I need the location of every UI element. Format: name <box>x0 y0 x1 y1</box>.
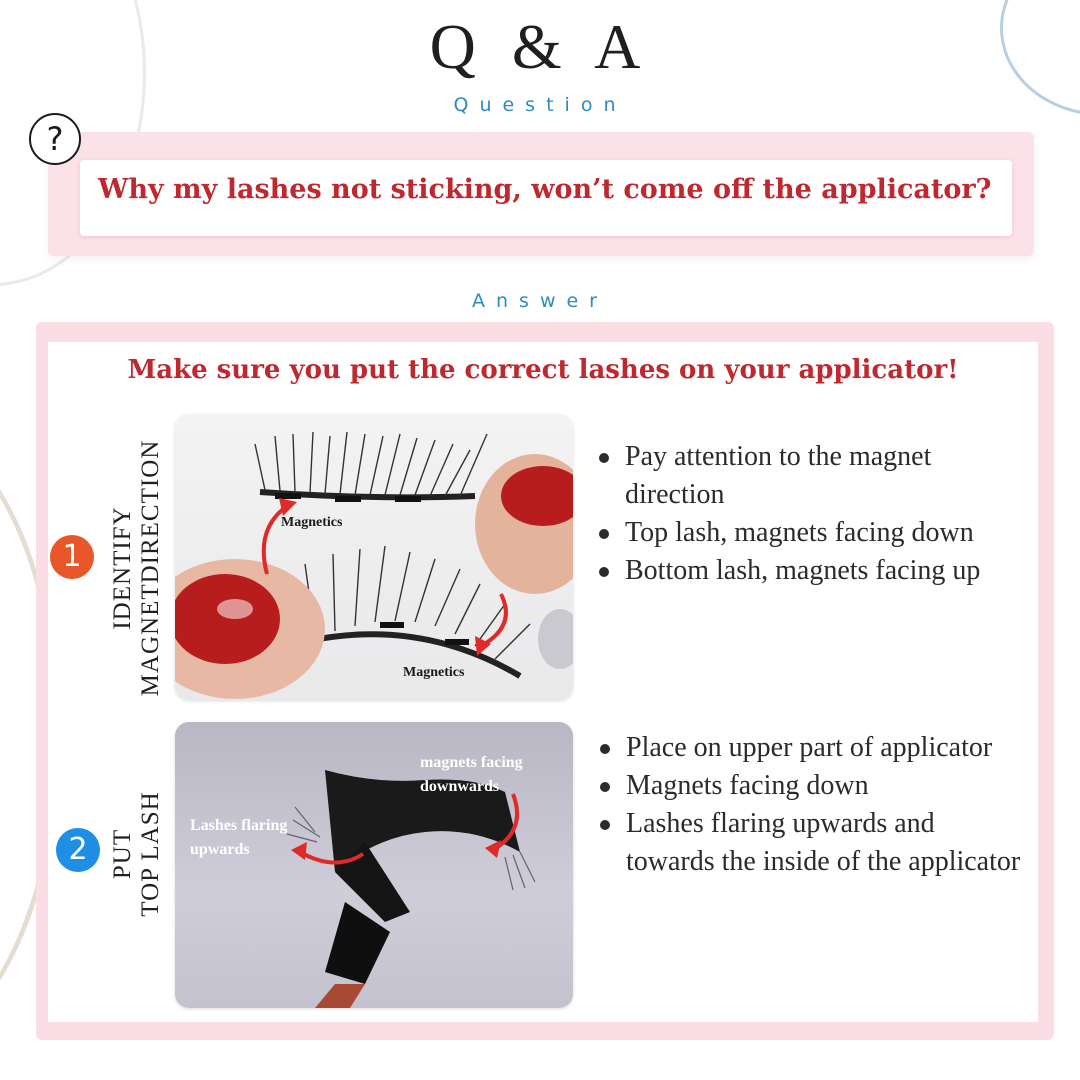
step-1-side-label-line1: IDENTIFY <box>109 506 136 630</box>
step-2-badge: 2 <box>56 828 100 872</box>
step-2-bullet-list <box>598 729 1028 881</box>
list-item: Lashes flaring upwards and towards the inside of the applicator <box>598 805 1028 881</box>
question-label: Question <box>453 94 627 116</box>
bullet-dot-icon <box>600 820 610 830</box>
step-2-side-label <box>109 759 165 949</box>
step-2-applicator-photo <box>175 722 573 1008</box>
bullet-dot-icon <box>599 567 609 577</box>
bullet-dot-icon <box>600 782 610 792</box>
bullet-dot-icon <box>599 529 609 539</box>
list-item: Top lash, magnets facing down <box>597 514 1027 552</box>
bullet-dot-icon <box>599 453 609 463</box>
list-item: Pay attention to the magnet direction <box>597 438 1027 514</box>
lashes-flaring-upwards-label: Lashes flaring upwards <box>190 817 288 858</box>
question-text: Why my lashes not sticking, won’t come off the applicator? <box>98 174 992 205</box>
list-item: Magnets facing down <box>598 767 1028 805</box>
bullet-dot-icon <box>600 744 610 754</box>
step-1-lash-photo <box>175 414 573 700</box>
answer-headline: Make sure you put the correct lashes on your applicator! <box>127 355 959 385</box>
lash-magnets-illustration <box>175 414 573 700</box>
list-item: Place on upper part of applicator <box>598 729 1028 767</box>
step-1-side-label-line2: MAGNETDIRECTION <box>137 439 164 697</box>
step-1-bullet-list <box>597 438 1027 590</box>
answer-label: Answer <box>472 290 608 312</box>
step-1-badge: 1 <box>50 535 94 579</box>
list-item: Bottom lash, magnets facing up <box>597 552 1027 590</box>
magnetics-label-bottom: Magnetics <box>403 665 465 680</box>
step-1-side-label <box>109 423 165 713</box>
step-2-side-label-line2: TOP LASH <box>137 791 164 917</box>
magnets-facing-downwards-label: magnets facing downwards <box>420 754 523 795</box>
question-mark-icon: ? <box>29 113 81 165</box>
step-2-side-label-line1: PUT <box>109 828 136 880</box>
magnetics-label-top: Magnetics <box>281 515 343 530</box>
page-title: Q & A <box>429 11 651 82</box>
